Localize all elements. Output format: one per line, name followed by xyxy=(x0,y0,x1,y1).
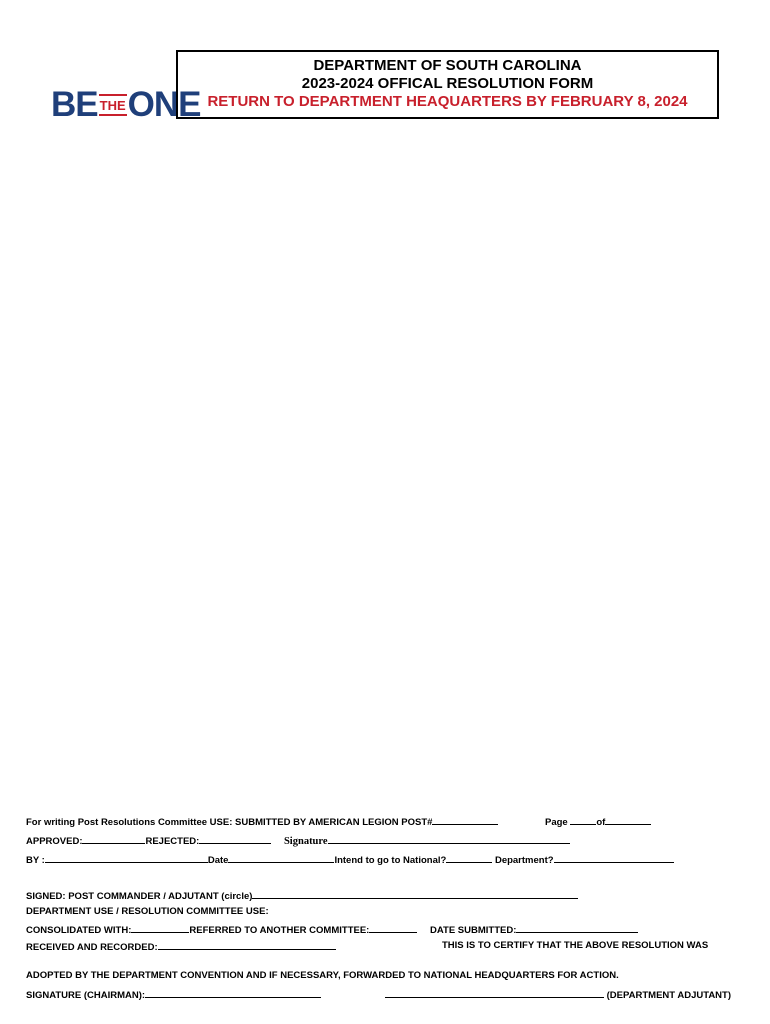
department-adjutant-label: (DEPARTMENT ADJUTANT) xyxy=(606,990,732,1001)
header-department: DEPARTMENT OF SOUTH CAROLINA xyxy=(313,57,582,74)
intend-national-label: Intend to go to National? xyxy=(334,855,447,866)
department-field[interactable] xyxy=(554,853,674,863)
adjutant-signature-field[interactable] xyxy=(385,988,604,998)
by-field[interactable] xyxy=(45,853,208,863)
page-total-field[interactable] xyxy=(605,815,651,825)
of-label: of xyxy=(596,817,606,828)
approval-row xyxy=(26,834,570,848)
chairman-signature-row xyxy=(26,988,321,1002)
department-question-label: Department? xyxy=(494,855,554,866)
received-label: RECEIVED AND RECORDED: xyxy=(26,942,158,953)
post-number-field[interactable] xyxy=(432,815,498,825)
rejected-field[interactable] xyxy=(199,834,271,844)
chairman-signature-field[interactable] xyxy=(145,988,321,998)
rejected-label: REJECTED: xyxy=(145,836,200,847)
signed-row xyxy=(26,889,578,903)
signed-label: SIGNED: POST COMMANDER / ADJUTANT (circle) xyxy=(26,891,253,902)
logo-one: ONE xyxy=(127,85,201,124)
certify-text: THIS IS TO CERTIFY THAT THE ABOVE RESOLUTION WAS xyxy=(442,940,709,951)
date-submitted-field[interactable] xyxy=(516,923,638,933)
consolidated-label: CONSOLIDATED WITH: xyxy=(26,925,132,936)
received-row xyxy=(26,940,336,954)
referred-label: REFERRED TO ANOTHER COMMITTEE: xyxy=(189,925,370,936)
page-label: Page xyxy=(545,817,568,828)
signature-chairman-label: SIGNATURE (CHAIRMAN): xyxy=(26,990,146,1001)
approved-label: APPROVED: xyxy=(26,836,83,847)
date-submitted-row xyxy=(430,923,638,937)
post-committee-label: For writing Post Resolutions Committee USE: SUBMITTED BY AMERICAN LEGION POST# xyxy=(26,817,433,828)
header-form-title: 2023-2024 OFFICAL RESOLUTION FORM xyxy=(301,75,594,92)
page-count-row xyxy=(545,815,651,829)
referred-field[interactable] xyxy=(369,923,417,933)
by-date-row xyxy=(26,853,674,867)
department-use-heading: DEPARTMENT USE / RESOLUTION COMMITTEE USE: xyxy=(26,906,269,917)
consolidated-field[interactable] xyxy=(131,923,189,933)
date-submitted-label: DATE SUBMITTED: xyxy=(430,925,517,936)
post-submission-row xyxy=(26,815,498,829)
signed-field[interactable] xyxy=(252,889,578,899)
received-field[interactable] xyxy=(158,940,336,950)
form-header xyxy=(176,50,719,119)
logo-be: BE xyxy=(51,85,98,124)
date-label: Date xyxy=(207,855,229,866)
adjutant-signature-row xyxy=(385,988,731,1002)
intend-national-field[interactable] xyxy=(446,853,492,863)
consolidated-row xyxy=(26,923,417,937)
adopted-text: ADOPTED BY THE DEPARTMENT CONVENTION AND IF NECESSARY, FORWARDED TO NATIONAL HEADQUARTERS FOR ACTION. xyxy=(26,970,619,981)
header-return-deadline: RETURN TO DEPARTMENT HEAQUARTERS BY FEBRUARY 8, 2024 xyxy=(207,93,688,110)
logo-the: THE xyxy=(99,94,127,116)
by-label: BY : xyxy=(26,855,45,866)
signature-label: Signature xyxy=(283,836,328,847)
signature-field[interactable] xyxy=(328,834,570,844)
date-field[interactable] xyxy=(228,853,334,863)
approved-field[interactable] xyxy=(82,834,145,844)
page-number-field[interactable] xyxy=(570,815,596,825)
